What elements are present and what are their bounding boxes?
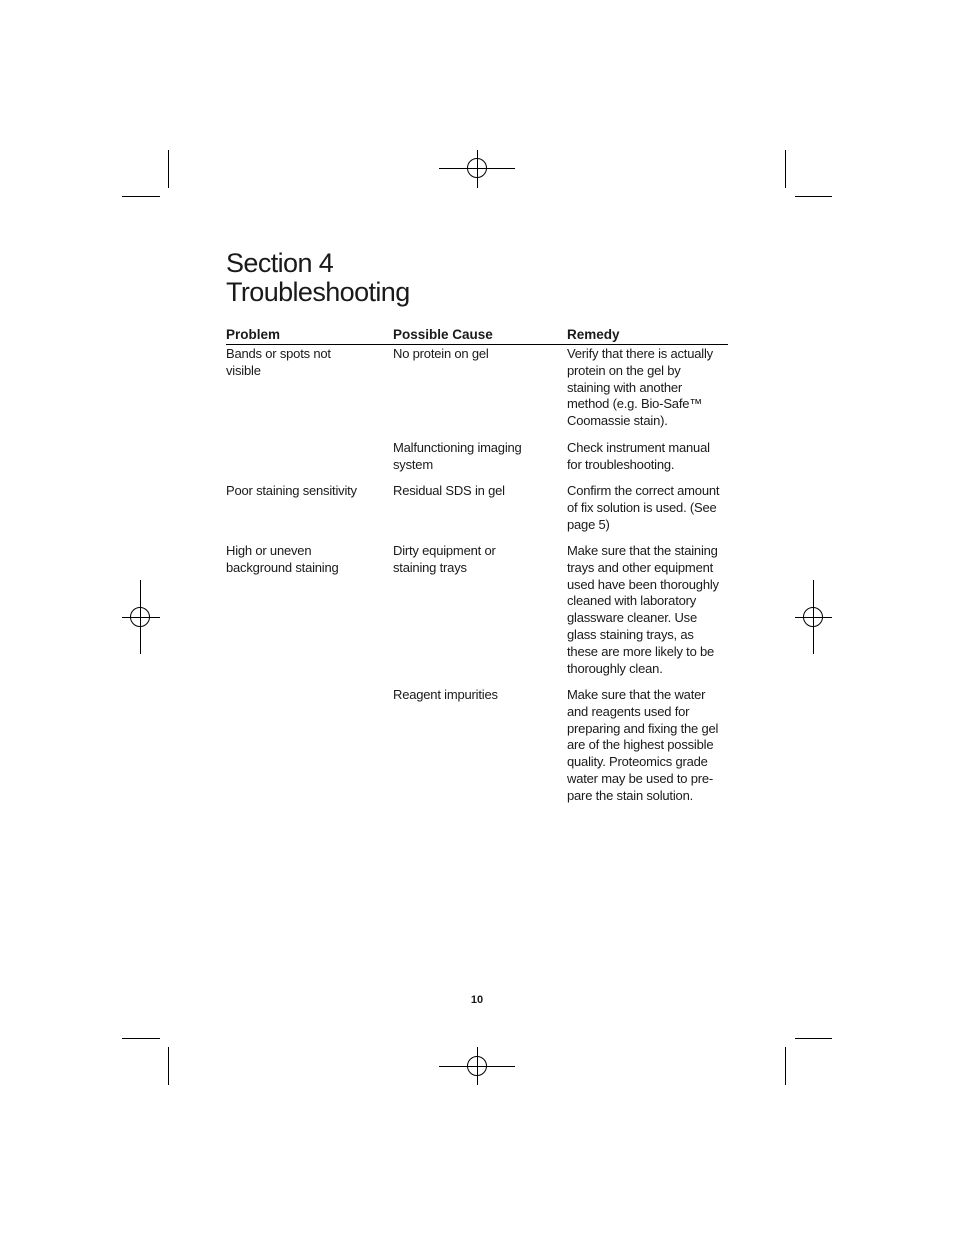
cell-line: thoroughly clean.: [567, 660, 663, 676]
cell-problem: [226, 483, 386, 500]
page-title: [226, 249, 410, 307]
cell-cause: [393, 440, 559, 474]
header-cause: Possible Cause: [393, 327, 493, 342]
cell-line: preparing and fixing the gel: [567, 720, 719, 736]
cell-remedy: [567, 543, 728, 677]
cell-line: are of the highest possible: [567, 737, 714, 753]
cell-line: staining trays: [393, 559, 467, 575]
cell-line: of fix solution is used. (See: [567, 499, 717, 515]
cell-line: system: [393, 456, 433, 472]
cell-line: Make sure that the staining: [567, 543, 718, 558]
cell-line: method (e.g. Bio-Safe™: [567, 396, 703, 412]
cell-line: Bands or spots not: [226, 346, 331, 361]
cell-line: Make sure that the water: [567, 687, 706, 702]
cell-line: and reagents used for: [567, 703, 690, 719]
section-name: Troubleshooting: [226, 277, 410, 307]
cell-line: trays and other equipment: [567, 559, 714, 575]
crop-mark: [785, 1047, 786, 1085]
registration-mark: [130, 607, 150, 627]
cell-line: these are more likely to be: [567, 643, 715, 659]
cell-line: Malfunctioning imaging: [393, 440, 522, 455]
cell-line: High or uneven: [226, 543, 312, 558]
cell-cause: [393, 687, 559, 704]
cell-line: glassware cleaner. Use: [567, 610, 697, 626]
crop-mark: [168, 150, 169, 188]
page-number: 10: [470, 994, 484, 1006]
cell-line: Reagent impurities: [393, 687, 498, 702]
registration-mark: [467, 158, 487, 178]
cell-remedy: [567, 346, 728, 430]
cell-line: quality. Proteomics grade: [567, 754, 708, 770]
cell-problem: [226, 543, 386, 577]
cell-line: Confirm the correct amount: [567, 483, 720, 498]
cell-line: page 5): [567, 516, 610, 532]
troubleshooting-table: [226, 326, 728, 803]
table-header: [226, 326, 728, 345]
cell-line: Poor staining sensitivity: [226, 483, 357, 498]
section-number: Section 4: [226, 248, 334, 278]
cell-line: visible: [226, 362, 261, 378]
cell-problem: [226, 346, 386, 380]
cell-remedy: [567, 440, 728, 474]
header-remedy: Remedy: [567, 327, 620, 342]
cell-line: used have been thoroughly: [567, 576, 719, 592]
cell-line: cleaned with laboratory: [567, 593, 697, 609]
cell-line: staining with another: [567, 379, 683, 395]
crop-mark: [785, 150, 786, 188]
cell-line: for troubleshooting.: [567, 456, 675, 472]
cell-line: Dirty equipment or: [393, 543, 496, 558]
cell-line: Check instrument manual: [567, 440, 710, 455]
header-problem: Problem: [226, 327, 281, 342]
cell-remedy: [567, 687, 728, 805]
crop-mark: [168, 1047, 169, 1085]
cell-cause: [393, 346, 559, 363]
cell-line: No protein on gel: [393, 346, 489, 361]
cell-cause: [393, 543, 559, 577]
cell-line: Coomassie stain).: [567, 413, 668, 429]
crop-mark: [795, 196, 832, 197]
registration-mark: [803, 607, 823, 627]
cell-line: protein on the gel by: [567, 362, 681, 378]
cell-cause: [393, 483, 559, 500]
cell-line: pare the stain solution.: [567, 787, 694, 803]
registration-mark: [467, 1056, 487, 1076]
cell-line: water may be used to pre-: [567, 770, 714, 786]
crop-mark: [122, 1038, 160, 1039]
crop-mark: [122, 196, 160, 197]
crop-mark: [795, 1038, 832, 1039]
cell-line: Residual SDS in gel: [393, 483, 505, 498]
cell-line: Verify that there is actually: [567, 346, 713, 361]
cell-remedy: [567, 483, 728, 533]
cell-line: glass staining trays, as: [567, 626, 694, 642]
cell-line: background staining: [226, 559, 339, 575]
